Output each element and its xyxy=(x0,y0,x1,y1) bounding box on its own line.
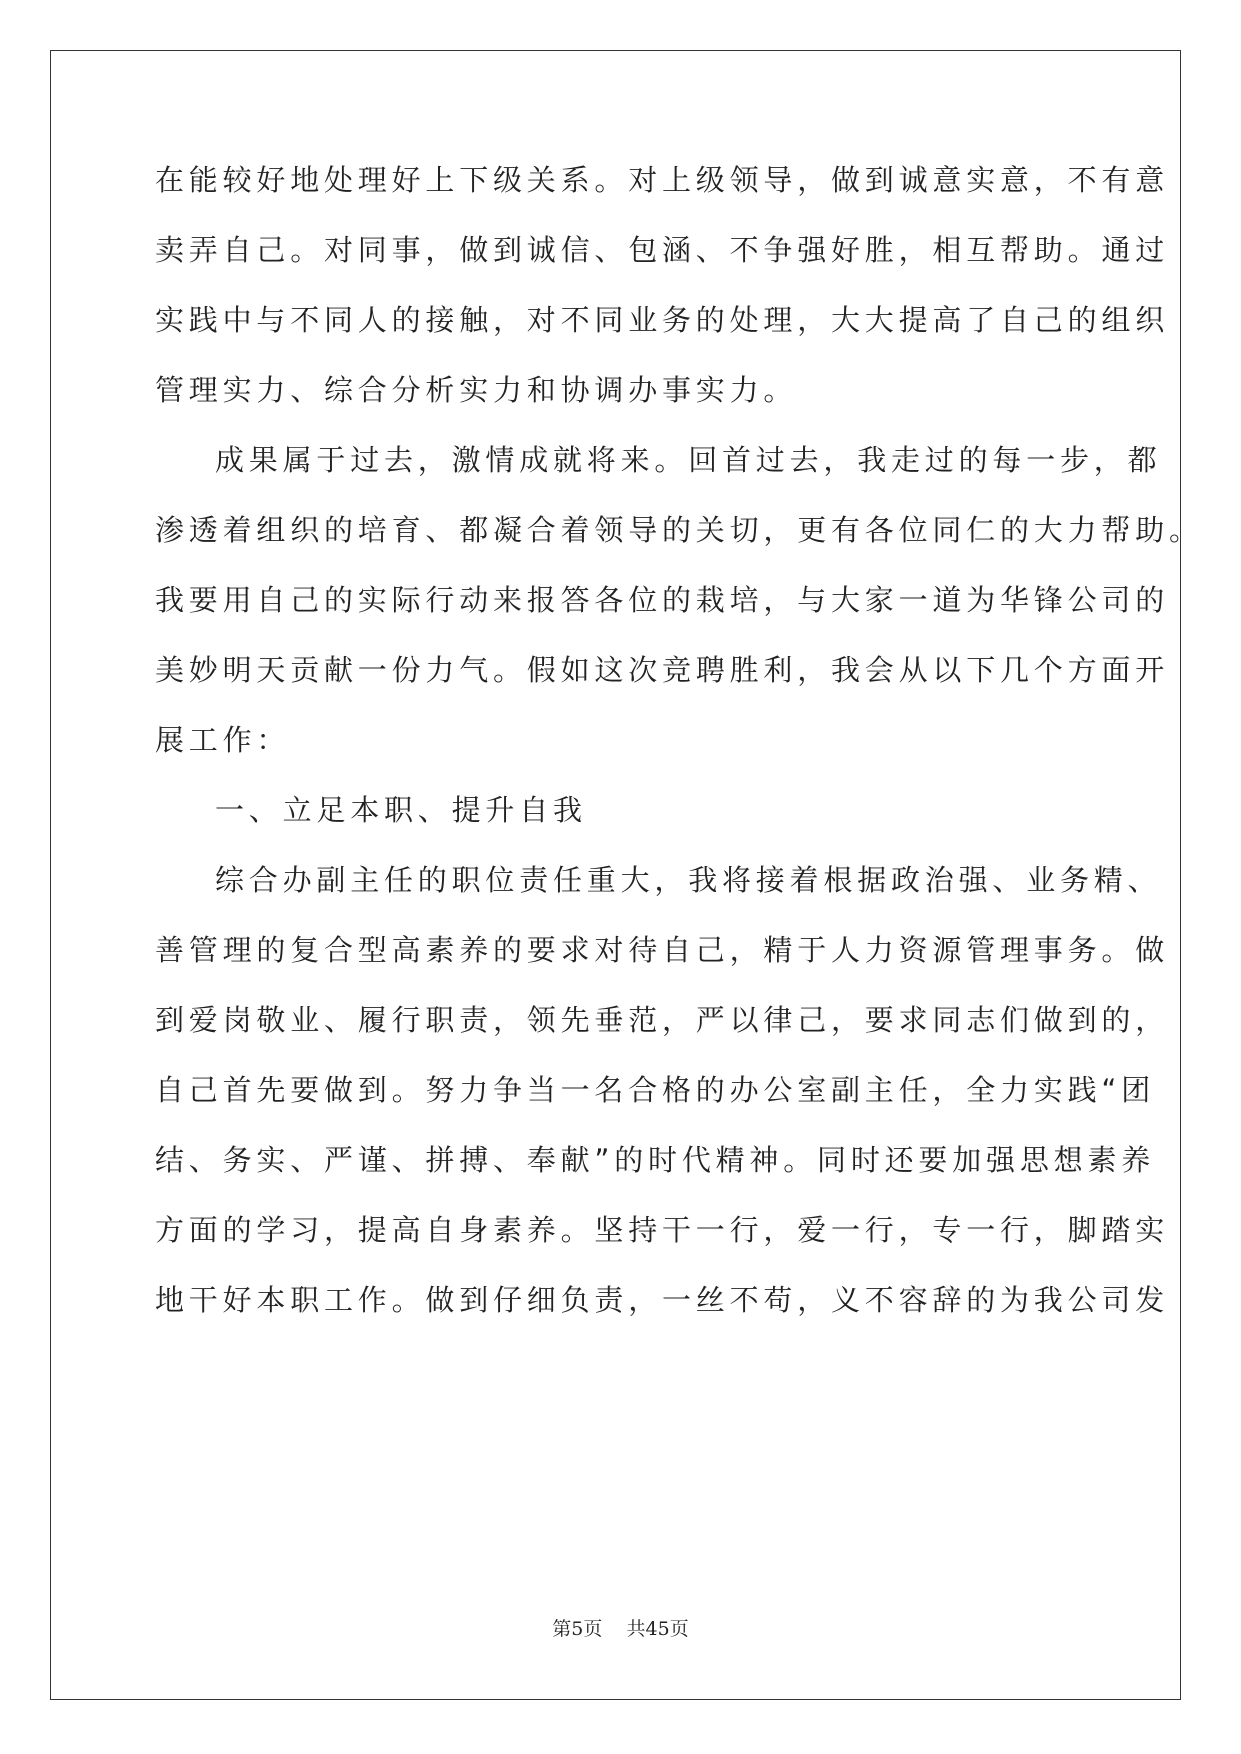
text-line: 综合办副主任的职位责任重大，我将接着根据政治强、业务精、 xyxy=(215,863,1162,897)
text-line: 在能较好地处理好上下级关系。对上级领导，做到诚意实意，不有意 xyxy=(155,163,1170,197)
text-line: 成果属于过去，激情成就将来。回首过去，我走过的每一步，都 xyxy=(215,443,1162,477)
text-line: 卖弄自己。对同事，做到诚信、包涵、不争强好胜，相互帮助。通过 xyxy=(155,233,1170,267)
page-number: 第5页 xyxy=(552,1618,603,1640)
text-line: 到爱岗敬业、履行职责，领先垂范，严以律己，要求同志们做到的， xyxy=(155,1003,1170,1037)
text-line: 展工作： xyxy=(155,723,291,757)
page-total: 共45页 xyxy=(626,1618,689,1640)
text-line: 渗透着组织的培育、都凝合着领导的关切，更有各位同仁的大力帮助。 xyxy=(155,513,1203,547)
section-heading: 一、立足本职、提升自我 xyxy=(215,793,587,827)
text-line: 结、务实、严谨、拼搏、奉献”的时代精神。同时还要加强思想素养 xyxy=(155,1143,1156,1177)
text-line: 善管理的复合型高素养的要求对待自己，精于人力资源管理事务。做 xyxy=(155,933,1170,967)
text-line: 方面的学习，提高自身素养。坚持干一行，爱一行，专一行，脚踏实 xyxy=(155,1213,1170,1247)
text-line: 我要用自己的实际行动来报答各位的栽培，与大家一道为华锋公司的 xyxy=(155,583,1170,617)
text-line: 管理实力、综合分析实力和协调办事实力。 xyxy=(155,373,798,407)
text-line: 自己首先要做到。努力争当一名合格的办公室副主任，全力实践“团 xyxy=(155,1073,1156,1107)
text-line: 地干好本职工作。做到仔细负责，一丝不苟，义不容辞的为我公司发 xyxy=(155,1283,1170,1317)
text-line: 实践中与不同人的接触，对不同业务的处理，大大提高了自己的组织 xyxy=(155,303,1170,337)
page-footer xyxy=(0,1614,1241,1641)
text-line: 美妙明天贡献一份力气。假如这次竞聘胜利，我会从以下几个方面开 xyxy=(155,653,1170,687)
